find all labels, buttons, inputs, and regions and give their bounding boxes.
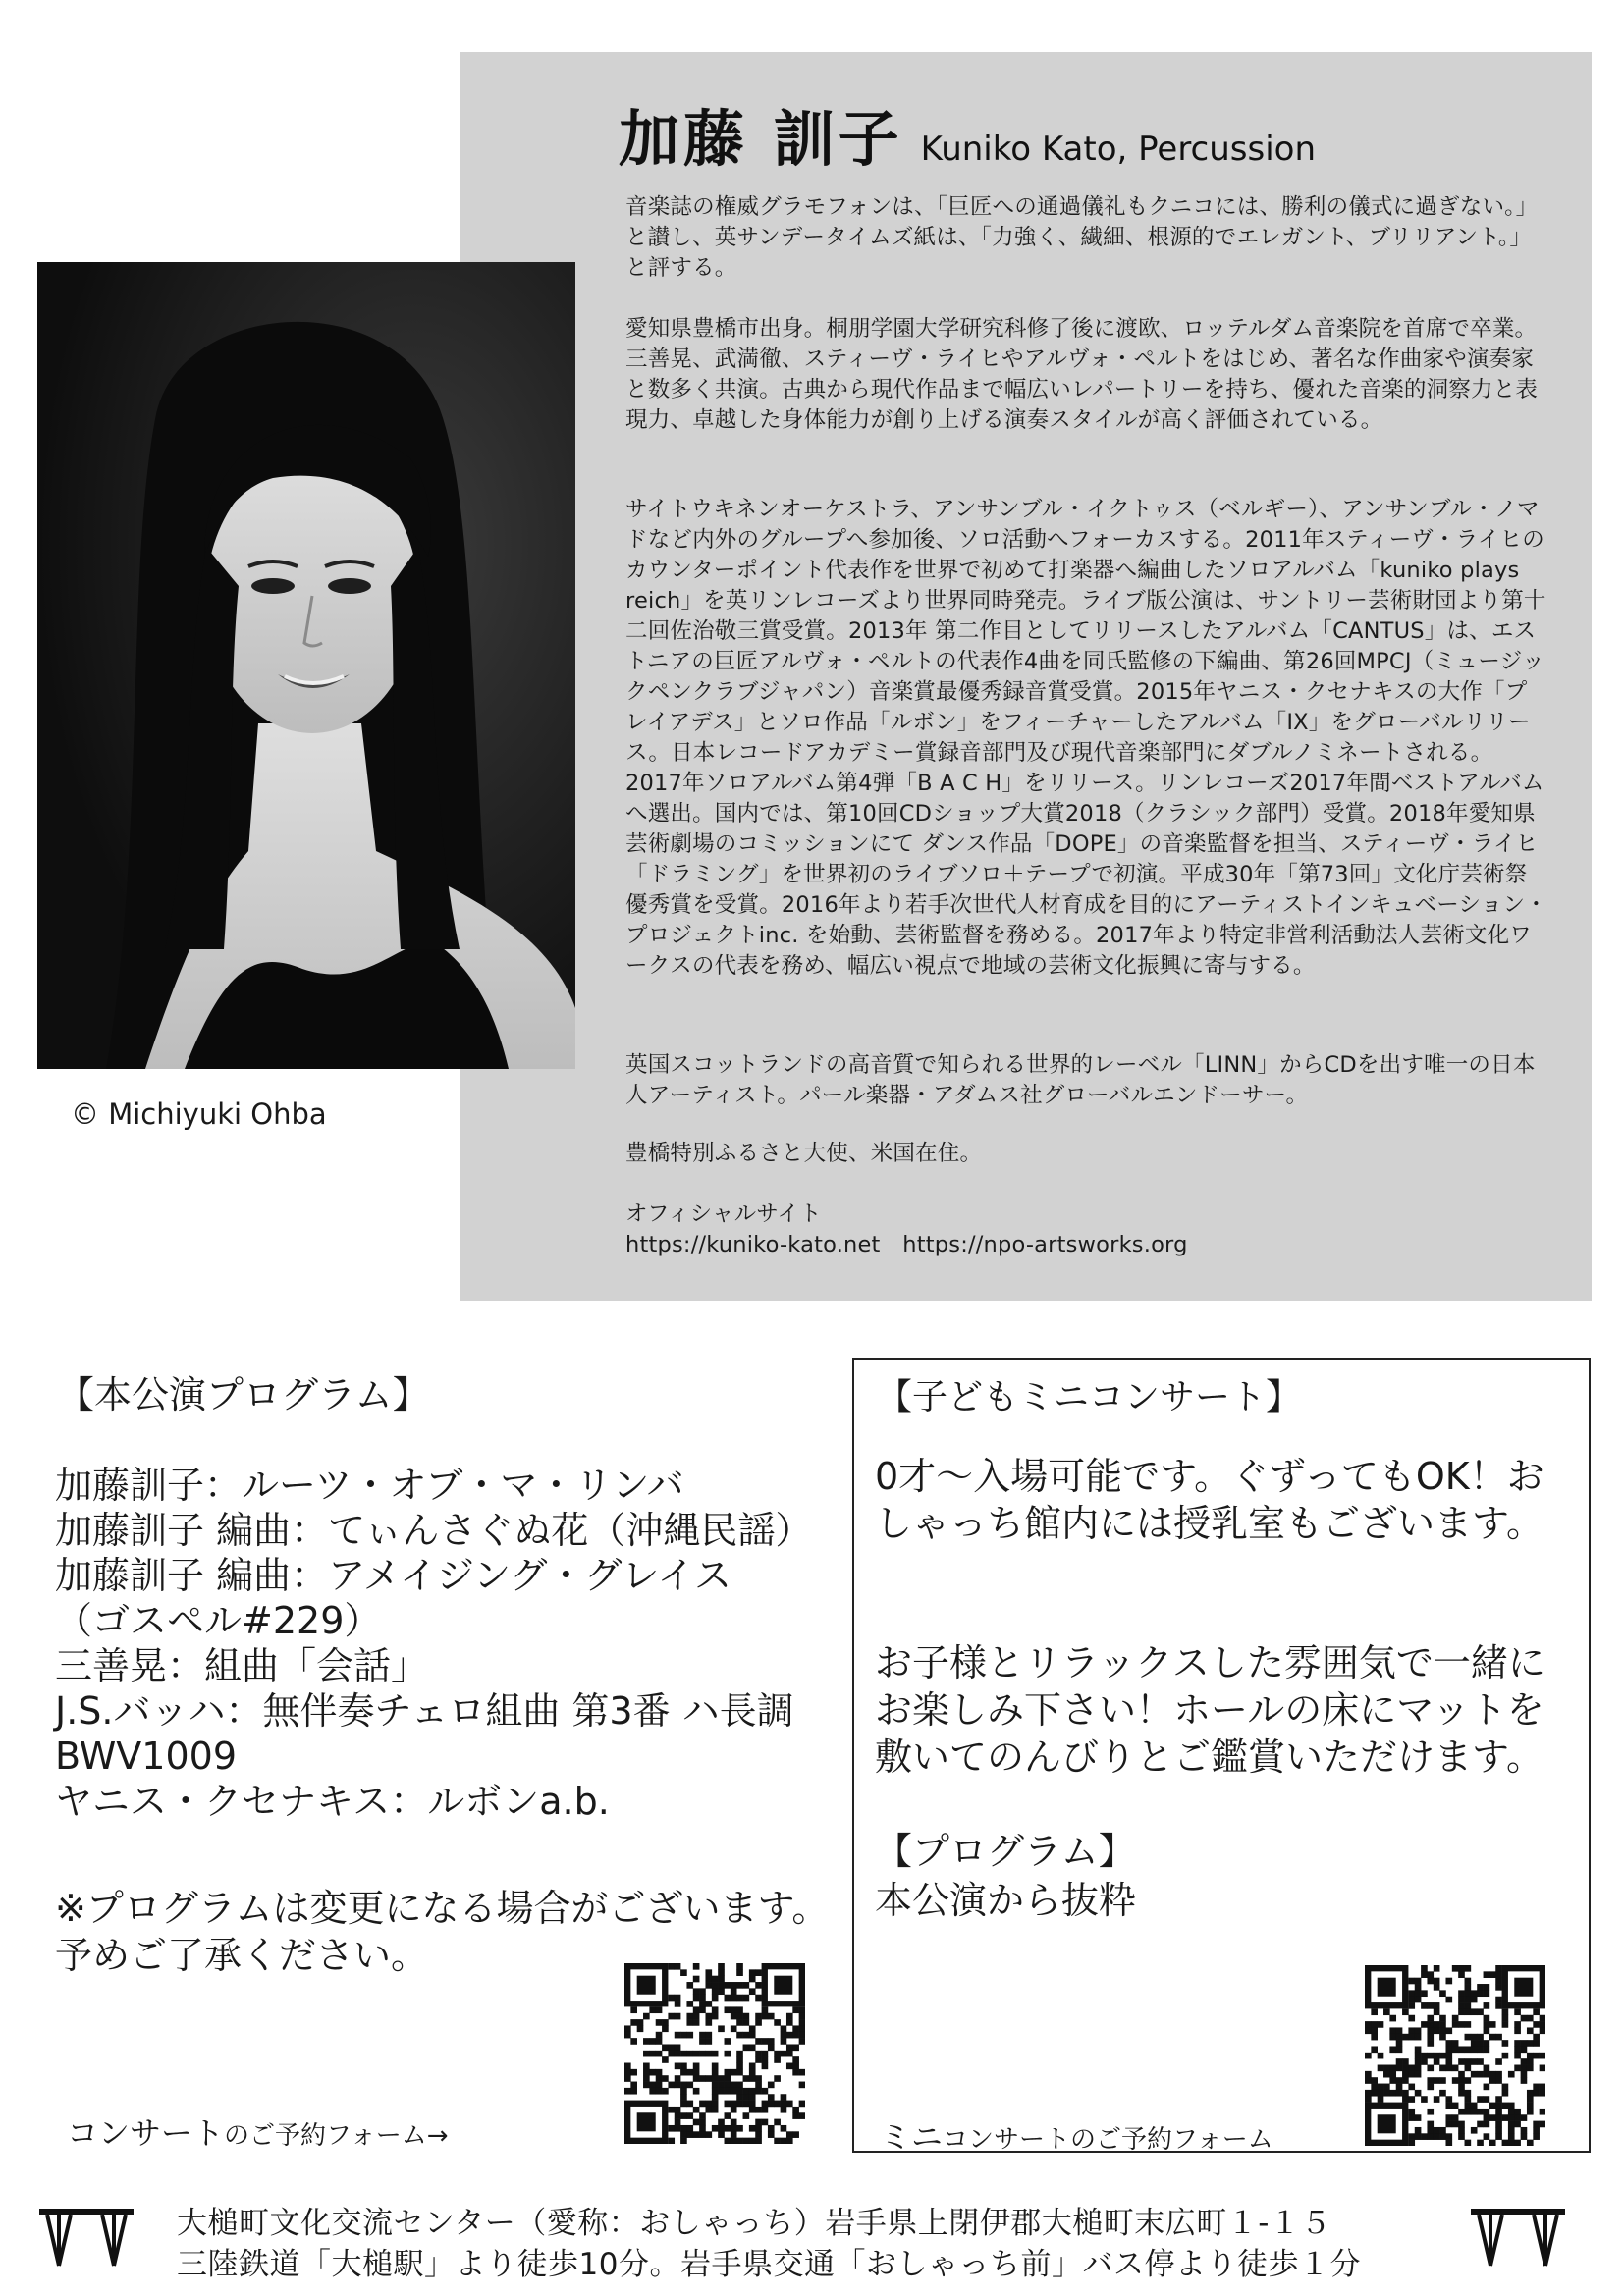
program-heading: 【本公演プログラム】: [57, 1373, 430, 1416]
photo-credit: © Michiyuki Ohba: [71, 1097, 327, 1131]
program-item: （ゴスペル#229）: [55, 1599, 382, 1642]
bio-paragraph: 豊橋特別ふるさと大使、米国在住。: [625, 1141, 983, 1166]
artist-name-en: Kuniko Kato, Percussion: [920, 130, 1317, 169]
program-item: 加藤訓子 編曲：アメイジング・グレイス: [55, 1554, 732, 1597]
mini-form-label-main: ミニ: [880, 2118, 944, 2156]
mini-concert-paragraph: お子様とリラックスした雰囲気で一緒にお楽しみ下さい！ホールの床にマットを敷いてのんびりとご鑑賞いただけます。: [875, 1641, 1545, 1779]
program-item: 加藤訓子：ルーツ・オブ・マ・リンバ: [55, 1464, 684, 1507]
mini-form-label: [880, 2112, 1273, 2158]
artist-photo: [37, 262, 575, 1069]
portrait-illustration: [37, 262, 575, 1069]
concert-form-label: [67, 2109, 449, 2154]
program-note-line: ※プログラムは変更になる場合がございます。: [55, 1887, 830, 1930]
bio-paragraph: 愛知県豊橋市出身。桐朋学園大学研究科修了後に渡欧、ロッテルダム音楽院を首席で卒業。三善晃、武満徹、スティーヴ・ライヒやアルヴォ・ペルトをはじめ、著名な作曲家や演奏家と数多く共演。古典から現代作品まで幅広いレパートリーを持ち、優れた音楽的洞察力と表現力、卓越した身体能力が創り上げる演奏スタイルが高く評価されている。: [625, 316, 1539, 433]
artist-name: [619, 90, 1316, 178]
program-note-line: 予めご了承ください。: [55, 1934, 429, 1977]
bridge-icon: [1469, 2205, 1567, 2273]
concert-form-label-main: コンサート: [67, 2114, 225, 2152]
qr-code-icon[interactable]: [624, 1963, 805, 2144]
program-item: 加藤訓子 編曲：てぃんさぐぬ花（沖縄民謡）: [55, 1509, 813, 1552]
bio-paragraph: 英国スコットランドの高音質で知られる世界的レーベル「LINN」からCDを出す唯一の日本人アーティスト。パール楽器・アダムス社グローバルエンドーサー。: [625, 1052, 1536, 1108]
program-item: J.S.バッハ：無伴奏チェロ組曲 第3番 ハ長調: [55, 1689, 794, 1733]
qr-code-icon[interactable]: [1365, 1965, 1545, 2146]
artist-name-jp: 加藤 訓子: [619, 103, 903, 175]
program-item: ヤニス・クセナキス：ルボンa.b.: [55, 1780, 610, 1823]
program-item: 三善晃：組曲「会話」: [55, 1644, 429, 1687]
program-list: [55, 1463, 860, 1824]
venue-address: 大槌町文化交流センター（愛称：おしゃっち）岩手県上閉伊郡大槌町末広町１-１５: [177, 2206, 1331, 2241]
mini-form-label-small: コンサートのご予約フォーム: [943, 2125, 1273, 2155]
mini-concert-heading: 【子どもミニコンサート】: [877, 1377, 1302, 1417]
mini-program-heading: 【プログラム】: [875, 1830, 1136, 1873]
bio-paragraph: 音楽誌の権威グラモフォンは、「巨匠への通過儀礼もクニコには、勝利の儀式に過ぎない。」と讃し、英サンデータイムズ紙は、「力強く、繊細、根源的でエレガント、ブリリアント。」と評する。: [625, 194, 1539, 281]
bio-paragraph: サイトウキネンオーケストラ、アンサンブル・イクトゥス（ベルギー）、アンサンブル・ノマドなど内外のグループへ参加後、ソロ活動へフォーカスする。2011年スティーヴ・ライヒのカウンターポイント代表作を世界で初めて打楽器へ編曲したソロアルバム「kuniko plays reich」を英リンレコーズより世界同時発売。ライブ版公演は、サントリー芸術財団より第十二回佐治敬三賞受賞。2013年 第二作目としてリリースしたアルバム「CANTUS」は、エストニアの巨匠アルヴォ・ペルトの代表作4曲を同氏監修の下編曲、第26回MPCJ（ミュージックペンクラブジャパン）音楽賞最優秀録音賞受賞。2015年ヤニス・クセナキスの大作「プレイアデス」とソロ作品「ルボン」をフィーチャーしたアルバム「IX」をグローバルリリース。日本レコードアカデミー賞録音部門及び現代音楽部門にダブルノミネートされる。2017年ソロアルバム第4弾「B A C H」をリリース。リンレコーズ2017年間ベストアルバムへ選出。国内では、第10回CDショップ大賞2018（クラシック部門）受賞。2018年愛知県芸術劇場のコミッションにて ダンス作品「DOPE」の音楽監督を担当、スティーヴ・ライヒ「ドラミング」を世界初のライブソロ＋テープで初演。平成30年「第73回」文化庁芸術祭優秀賞を受賞。2016年より若手次世代人材育成を目的にアーティストインキュベーション・プロジェクトinc. を始動、芸術監督を務める。2017年より特定非営利活動法人芸術文化ワークスの代表を務め、幅広い視点で地域の芸術文化振興に寄与する。: [625, 497, 1547, 979]
official-site-label: オフィシャルサイト: [625, 1201, 822, 1227]
qr-code-graphic: [1365, 1965, 1545, 2146]
mini-program-text: 本公演から抜粋: [875, 1879, 1137, 1922]
mini-concert-paragraph: 0才～入場可能です。ぐずってもOK！おしゃっち館内には授乳室もございます。: [875, 1455, 1544, 1545]
concert-form-label-small: のご予約フォーム→: [224, 2121, 449, 2151]
venue-access: 三陸鉄道「大槌駅」より徒歩10分。岩手県交通「おしゃっち前」バス停より徒歩１分: [177, 2247, 1361, 2282]
bridge-icon: [37, 2205, 135, 2273]
program-item: BWV1009: [55, 1735, 237, 1778]
qr-code-graphic: [624, 1963, 805, 2144]
official-site-urls[interactable]: https://kuniko-kato.net https://npo-artsworks.org: [625, 1232, 1188, 1257]
